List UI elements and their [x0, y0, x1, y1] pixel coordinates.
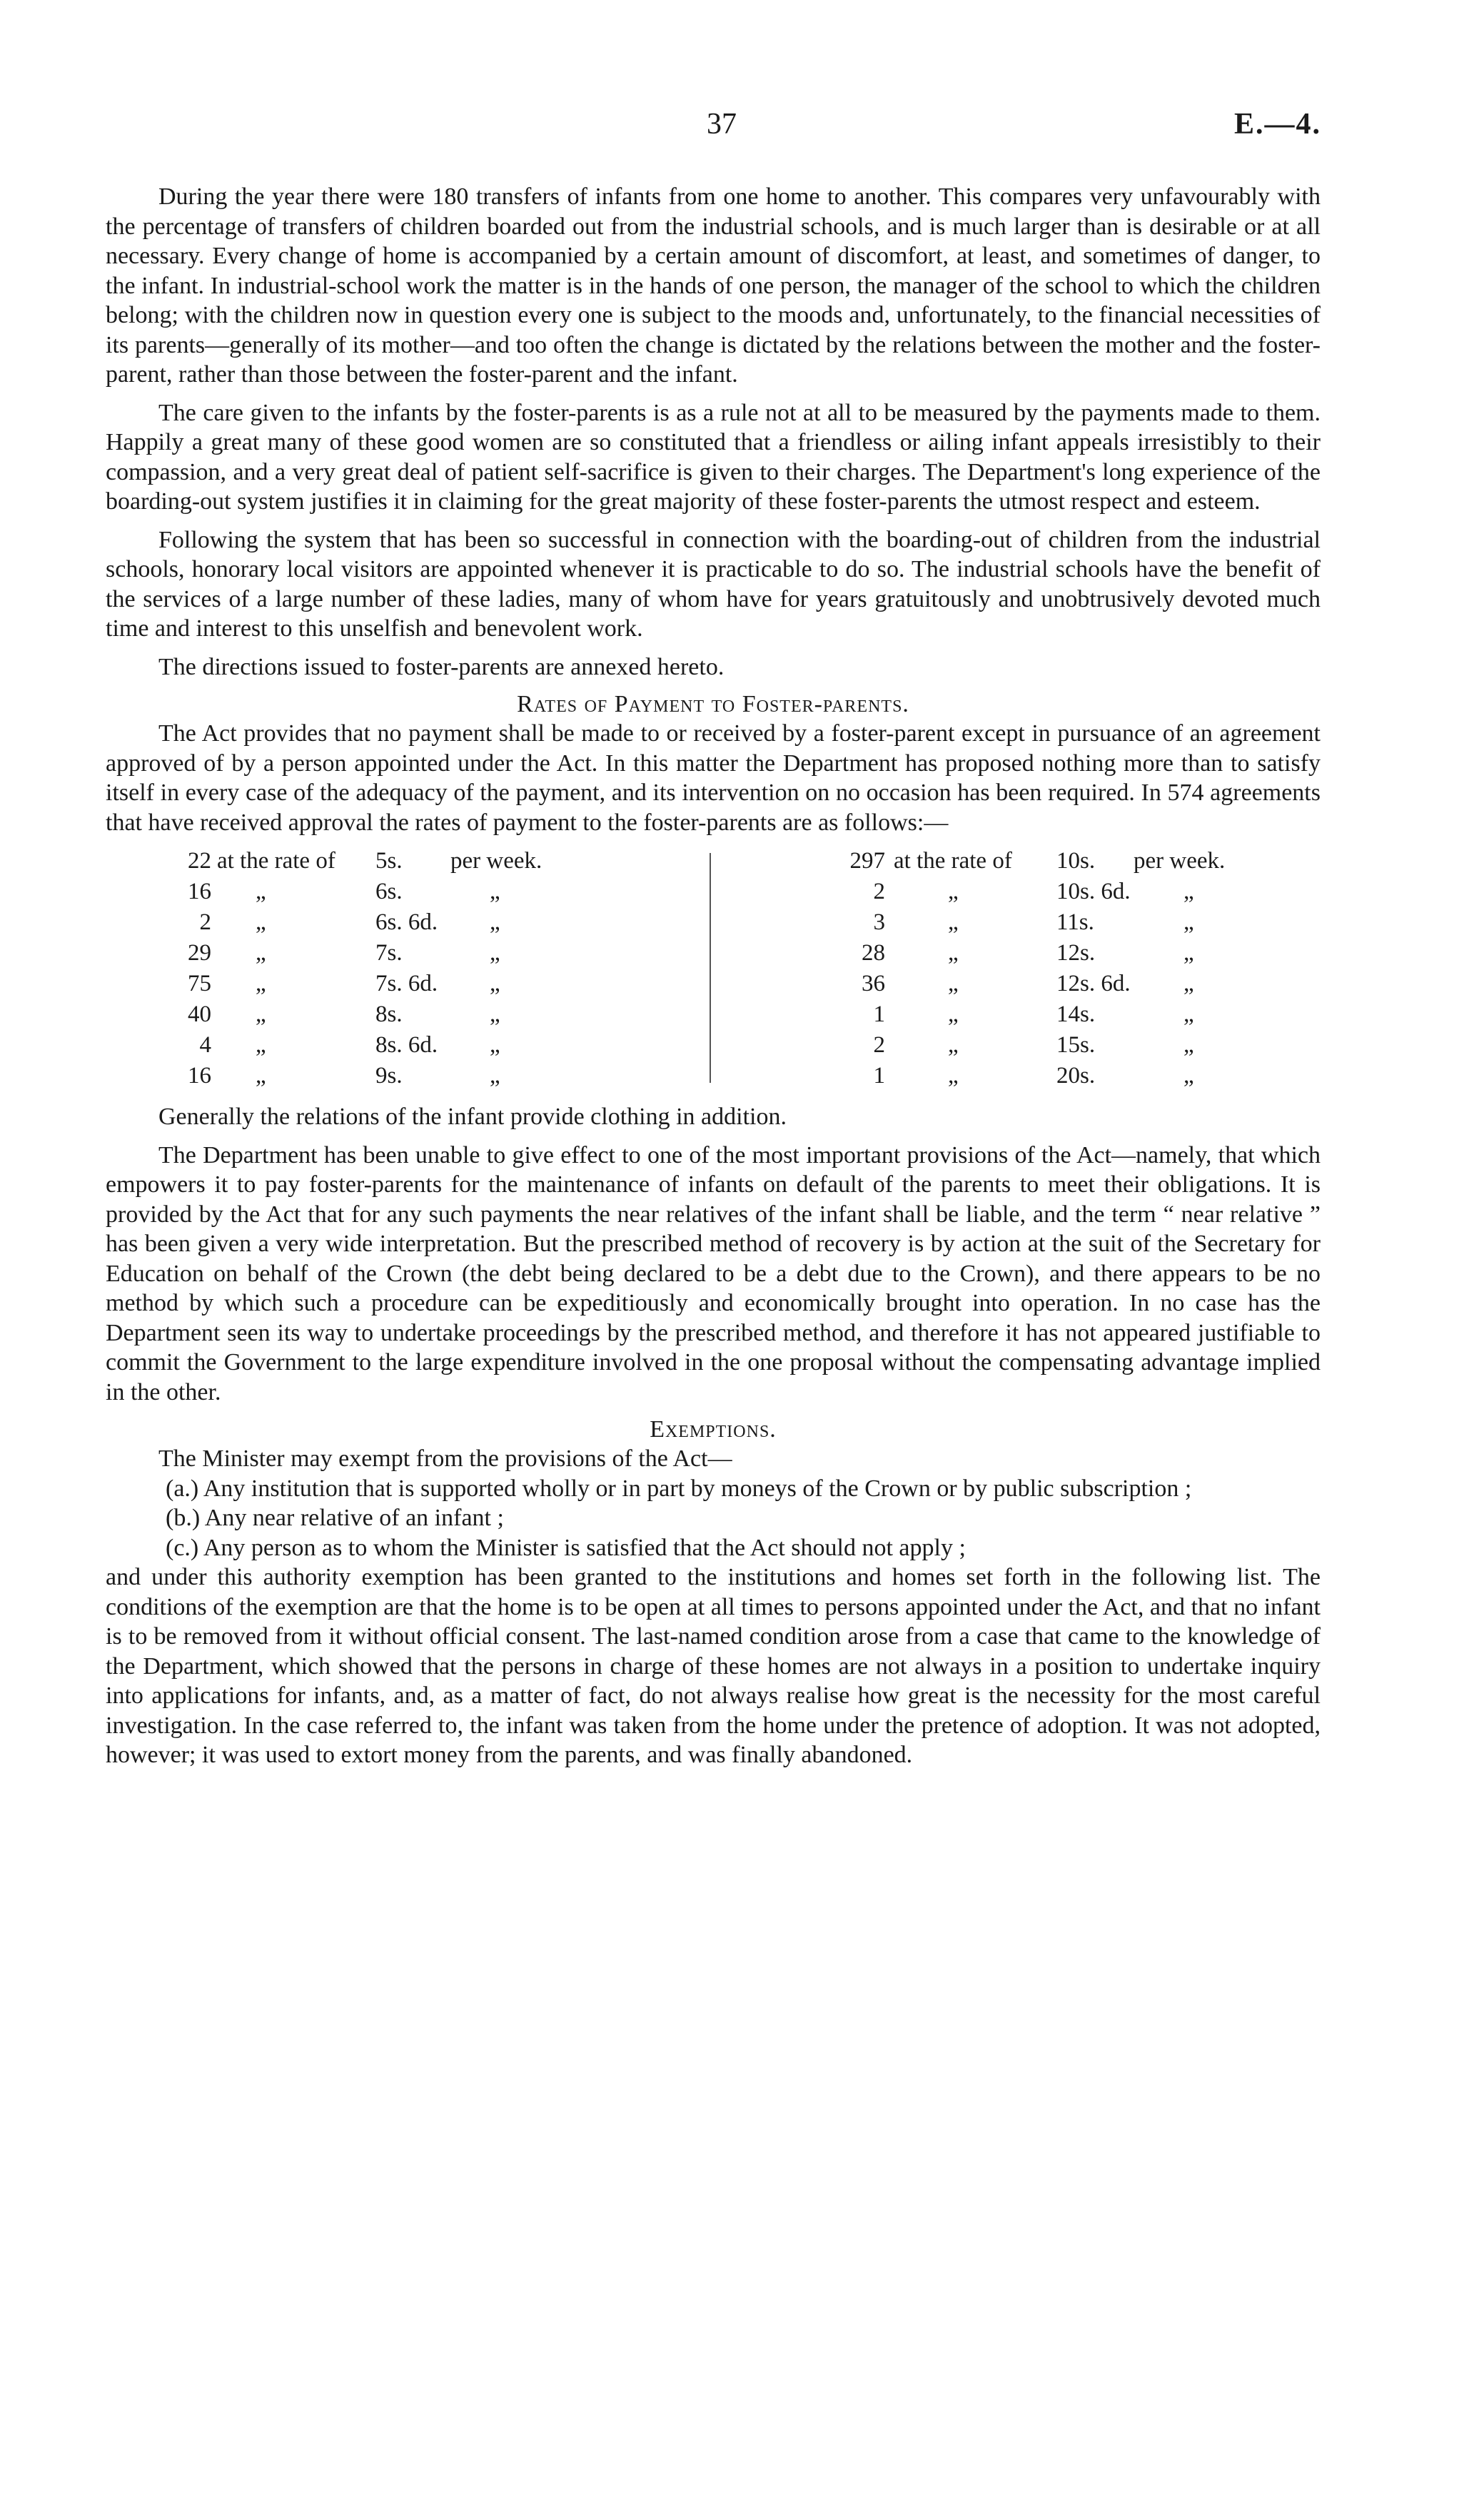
- rate-count: 2: [873, 1032, 885, 1058]
- paragraph-rates-intro: The Act provides that no payment shall be made to or received by a foster-parent except in pursuance of an agreement approved of by a person appointed under the Act. In this matter the Department has proposed nothing more than to satisfy itself in every case of the adequacy of the payment, and its intervention on no occasion has been required. In 574 agreements that have received approval the rates of payment to the foster-parents are as follows:—: [106, 720, 1321, 836]
- rate-amount: 15s.: [1056, 1032, 1096, 1058]
- rate-amount: 7s. 6d.: [375, 971, 438, 996]
- rate-amount: 8s.: [375, 1001, 403, 1027]
- paragraph-maintenance: The Department has been unable to give effect to one of the most important provisions of the Act—namely, that which empowers it to pay foster-parents for the maintenance of infants on default of the parents to meet their obligations. It is provided by the Act that for any such payments the near relatives of the infant shall be liable, and the term “ near relative ” has been given a very wide interpretation. But the prescribed method of recovery is by action at the suit of the Secretary for Education on behalf of the Crown (the debt being declared to be a debt due to the Crown), and there appears to be no method by which such a procedure can be expeditiously and economically brought into operation. In no case has the Department seen its way to undertake proceedings by the prescribed method, and therefore it has not appeared justifiable to commit the Government to the large expenditure involved in the one proposal without the compensating advantage implied in the other.: [106, 1141, 1321, 1405]
- rate-count: 3: [873, 909, 885, 935]
- ditto-mark: „: [948, 1001, 959, 1027]
- page-body: [106, 182, 1321, 1779]
- ditto-mark: „: [1183, 971, 1194, 996]
- rate-period: per week.: [1134, 848, 1226, 874]
- ditto-mark: „: [1183, 1063, 1194, 1089]
- ditto-mark: „: [490, 1063, 500, 1089]
- ditto-mark: „: [256, 909, 266, 935]
- rate-amount: 7s.: [375, 940, 403, 966]
- ditto-mark: „: [256, 1001, 266, 1027]
- rate-amount: 10s.: [1056, 848, 1096, 874]
- rate-count: 16: [188, 879, 211, 904]
- paragraph-directions: The directions issued to foster-parents are annexed hereto.: [158, 653, 725, 680]
- ditto-mark: „: [1183, 879, 1194, 904]
- rate-phrase: at the rate of: [217, 848, 335, 874]
- column-divider: [710, 853, 711, 1083]
- rate-period: per week.: [450, 848, 542, 874]
- paragraph-care: The care given to the infants by the foster-parents is as a rule not at all to be measured by the payments made to them. Happily a great many of these good women are so constituted that a friendless or ailing infant appeals irresistibly to their compassion, and a very great deal of patient self-sacrifice is given to their charges. The Department's long experience of the boarding-out system justifies it in claiming for the great majority of these foster-parents the utmost respect and esteem.: [106, 399, 1321, 515]
- rate-amount: 9s.: [375, 1063, 403, 1089]
- rate-count: 16: [188, 1063, 211, 1089]
- rate-amount: 6s.: [375, 879, 403, 904]
- document-code: E.—4.: [1233, 108, 1321, 141]
- ditto-mark: „: [490, 1032, 500, 1058]
- rate-count: 75: [188, 971, 211, 996]
- rate-count: 29: [188, 940, 211, 966]
- ditto-mark: „: [948, 1032, 959, 1058]
- ditto-mark: „: [1183, 940, 1194, 966]
- ditto-mark: „: [1183, 1032, 1194, 1058]
- rate-amount: 14s.: [1056, 1001, 1096, 1027]
- ditto-mark: „: [256, 879, 266, 904]
- paragraph-exemptions-intro: The Minister may exempt from the provisions of the Act—: [158, 1445, 732, 1472]
- rate-count: 28: [862, 940, 885, 966]
- rate-amount: 6s. 6d.: [375, 909, 438, 935]
- rate-count: 1: [873, 1001, 885, 1027]
- rate-count: 297: [849, 848, 885, 874]
- paragraph-exemptions-closing: and under this authority exemption has been granted to the institutions and homes set forth in the following list. The conditions of the exemption are that the home is to be open at all times to persons appointed under the Act, and that no infant is to be removed from it without official consent. The last-named condition arose from a case that came to the knowledge of the Department, which showed that the persons in charge of these homes are not always in a position to undertake inquiry into applications for infants, and, as a matter of fact, do not always realise how great is the necessity for the most careful investigation. In the case referred to, the infant was taken from the home under the pretence of adoption. It was not adopted, however; it was used to extort money from the parents, and was finally abandoned.: [106, 1564, 1321, 1768]
- ditto-mark: „: [948, 1063, 959, 1089]
- section-heading-rates: Rates of Payment to Foster-parents.: [517, 691, 909, 717]
- ditto-mark: „: [490, 971, 500, 996]
- ditto-mark: „: [490, 879, 500, 904]
- page-header: [0, 107, 1484, 150]
- rate-count: 36: [862, 971, 885, 996]
- rate-amount: 10s. 6d.: [1056, 879, 1131, 904]
- rate-count: 22: [188, 848, 211, 874]
- rate-amount: 20s.: [1056, 1063, 1096, 1089]
- ditto-mark: „: [256, 1063, 266, 1089]
- rate-amount: 12s.: [1056, 940, 1096, 966]
- ditto-mark: „: [948, 909, 959, 935]
- rate-phrase: at the rate of: [894, 848, 1012, 874]
- list-item: (c.) Any person as to whom the Minister is satisfied that the Act should not apply ;: [166, 1534, 966, 1561]
- exemptions-list: [106, 1474, 1321, 1563]
- list-item: (a.) Any institution that is supported wholly or in part by moneys of the Crown or by public subscription ;: [166, 1475, 1192, 1502]
- section-heading-exemptions: Exemptions.: [650, 1416, 777, 1443]
- paragraph-transfers: During the year there were 180 transfers of infants from one home to another. This compares very unfavourably with the percentage of transfers of children boarded out from the industrial schools, and is much larger than is desirable or at all necessary. Every change of home is accompanied by a certain amount of discomfort, at least, and sometimes of danger, to the infant. In industrial-school work the matter is in the hands of one person, the manager of the school to which the children belong; with the children now in question every one is subject to the moods and, unfortunately, to the financial necessities of its parents—generally of its mother—and too often the change is dictated by the relations between the mother and the foster-parent, rather than those between the foster-parent and the infant.: [106, 183, 1321, 388]
- rate-amount: 5s.: [375, 848, 403, 874]
- paragraph-visitors: Following the system that has been so successful in connection with the boarding-out of children from the industrial schools, honorary local visitors are appointed whenever it is practicable to do so. The industrial schools have the benefit of the services of a large number of these ladies, many of whom have for years gratuitously and unobtrusively devoted much time and interest to this unselfish and benevolent work.: [106, 526, 1321, 642]
- ditto-mark: „: [948, 879, 959, 904]
- ditto-mark: „: [256, 1032, 266, 1058]
- ditto-mark: „: [948, 940, 959, 966]
- rate-count: 2: [873, 879, 885, 904]
- rate-amount: 8s. 6d.: [375, 1032, 438, 1058]
- ditto-mark: „: [256, 940, 266, 966]
- rates-table: [106, 846, 1321, 1092]
- ditto-mark: „: [948, 971, 959, 996]
- rate-count: 4: [199, 1032, 211, 1058]
- rate-count: 40: [188, 1001, 211, 1027]
- rate-amount: 12s. 6d.: [1056, 971, 1131, 996]
- paragraph-clothing: Generally the relations of the infant provide clothing in addition.: [158, 1104, 787, 1130]
- ditto-mark: „: [256, 971, 266, 996]
- page-number: 37: [707, 108, 737, 141]
- rate-count: 1: [873, 1063, 885, 1089]
- ditto-mark: „: [490, 940, 500, 966]
- ditto-mark: „: [1183, 1001, 1194, 1027]
- ditto-mark: „: [490, 1001, 500, 1027]
- list-item: (b.) Any near relative of an infant ;: [166, 1505, 504, 1531]
- rate-count: 2: [199, 909, 211, 935]
- rate-amount: 11s.: [1056, 909, 1094, 935]
- ditto-mark: „: [490, 909, 500, 935]
- ditto-mark: „: [1183, 909, 1194, 935]
